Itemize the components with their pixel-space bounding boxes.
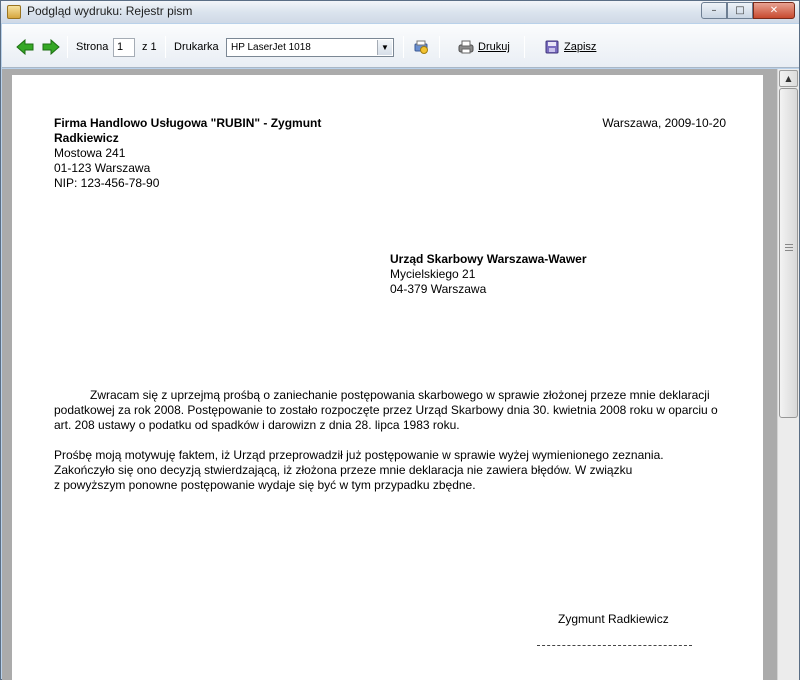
- minimize-button[interactable]: –: [701, 2, 727, 19]
- printer-settings-button[interactable]: [413, 37, 429, 57]
- page-number-input[interactable]: [113, 38, 135, 57]
- paragraph-2-line: Prośbę moją motywuję faktem, iż Urząd przeprowadził już postępowanie w sprawie wyżej wymienionego zeznania.: [54, 448, 664, 462]
- save-button-label: Zapisz: [564, 41, 597, 53]
- printer-settings-icon: [413, 39, 429, 55]
- toolbar-separator: [524, 36, 525, 58]
- title-bar[interactable]: [1, 1, 799, 23]
- paragraph-2: [54, 448, 734, 493]
- window-controls: [701, 2, 795, 19]
- chevron-down-icon: ▼: [377, 40, 392, 55]
- toolbar: [2, 24, 799, 68]
- save-icon: [544, 39, 560, 55]
- paragraph-2-line: z powyższym ponowne postępowanie wydaje się być w tym przypadku zbędne.: [54, 478, 476, 492]
- printer-label: Drukarka: [174, 41, 219, 53]
- scroll-thumb[interactable]: [779, 88, 798, 418]
- print-button[interactable]: [458, 37, 510, 57]
- toolbar-separator: [439, 36, 440, 58]
- paragraph-1: Zwracam się z uprzejmą prośbą o zaniechanie postępowania skarbowego w sprawie złożonej przeze mnie deklaracji podatkowej za rok 2008. Postępowanie to zostało rozpoczęte przez Urząd Skarbowy dnia 30. kwietnia 2008 roku w oparciu o art. 208 ustawy o podatku od spadków i darowizn z dnia 28. lipca 1983 roku.: [54, 388, 718, 432]
- signature-line: [537, 645, 692, 646]
- arrow-left-icon: [16, 39, 34, 55]
- print-button-label: Drukuj: [478, 41, 510, 53]
- toolbar-separator: [165, 36, 166, 58]
- signature-name: Zygmunt Radkiewicz: [558, 612, 669, 626]
- toolbar-separator: [67, 36, 68, 58]
- grip-icon: [785, 244, 793, 253]
- preview-area[interactable]: [2, 69, 777, 680]
- arrow-right-icon: [42, 39, 60, 55]
- printer-select-value: HP LaserJet 1018: [231, 41, 311, 53]
- recipient-name: Urząd Skarbowy Warszawa-Wawer: [390, 252, 587, 266]
- paragraph-2-line: Zakończyło się ono decyzją stwierdzającą, iż złożona przeze mnie deklaracja nie zawiera błędów. W związku: [54, 463, 633, 477]
- printer-select[interactable]: [226, 38, 394, 57]
- sender-city: 01-123 Warszawa: [54, 161, 151, 175]
- letter-body: [54, 388, 734, 493]
- save-button[interactable]: [544, 37, 596, 57]
- sender-street: Mostowa 241: [54, 146, 126, 160]
- toolbar-separator: [403, 36, 404, 58]
- sender-name: Firma Handlowo Usługowa "RUBIN" - Zygmunt Radkiewicz: [54, 116, 322, 145]
- sender-block: [54, 116, 354, 191]
- recipient-street: Mycielskiego 21: [390, 267, 476, 281]
- document-date: Warszawa, 2009-10-20: [602, 116, 726, 130]
- page-label: Strona: [76, 41, 109, 53]
- next-page-button[interactable]: [42, 37, 60, 57]
- sender-nip: NIP: 123-456-78-90: [54, 176, 160, 190]
- window-title: Podgląd wydruku: Rejestr pism: [27, 4, 193, 18]
- document-page: [12, 75, 763, 680]
- maximize-button[interactable]: □: [727, 2, 753, 19]
- previous-page-button[interactable]: [16, 37, 34, 57]
- close-button[interactable]: ✕: [753, 2, 795, 19]
- recipient-city: 04-379 Warszawa: [390, 282, 487, 296]
- vertical-scrollbar[interactable]: [777, 69, 799, 680]
- page-count-label: z 1: [142, 41, 157, 53]
- recipient-block: [390, 252, 587, 297]
- app-icon: [7, 5, 21, 19]
- print-icon: [458, 39, 474, 55]
- scroll-up-button[interactable]: ▲: [779, 70, 798, 87]
